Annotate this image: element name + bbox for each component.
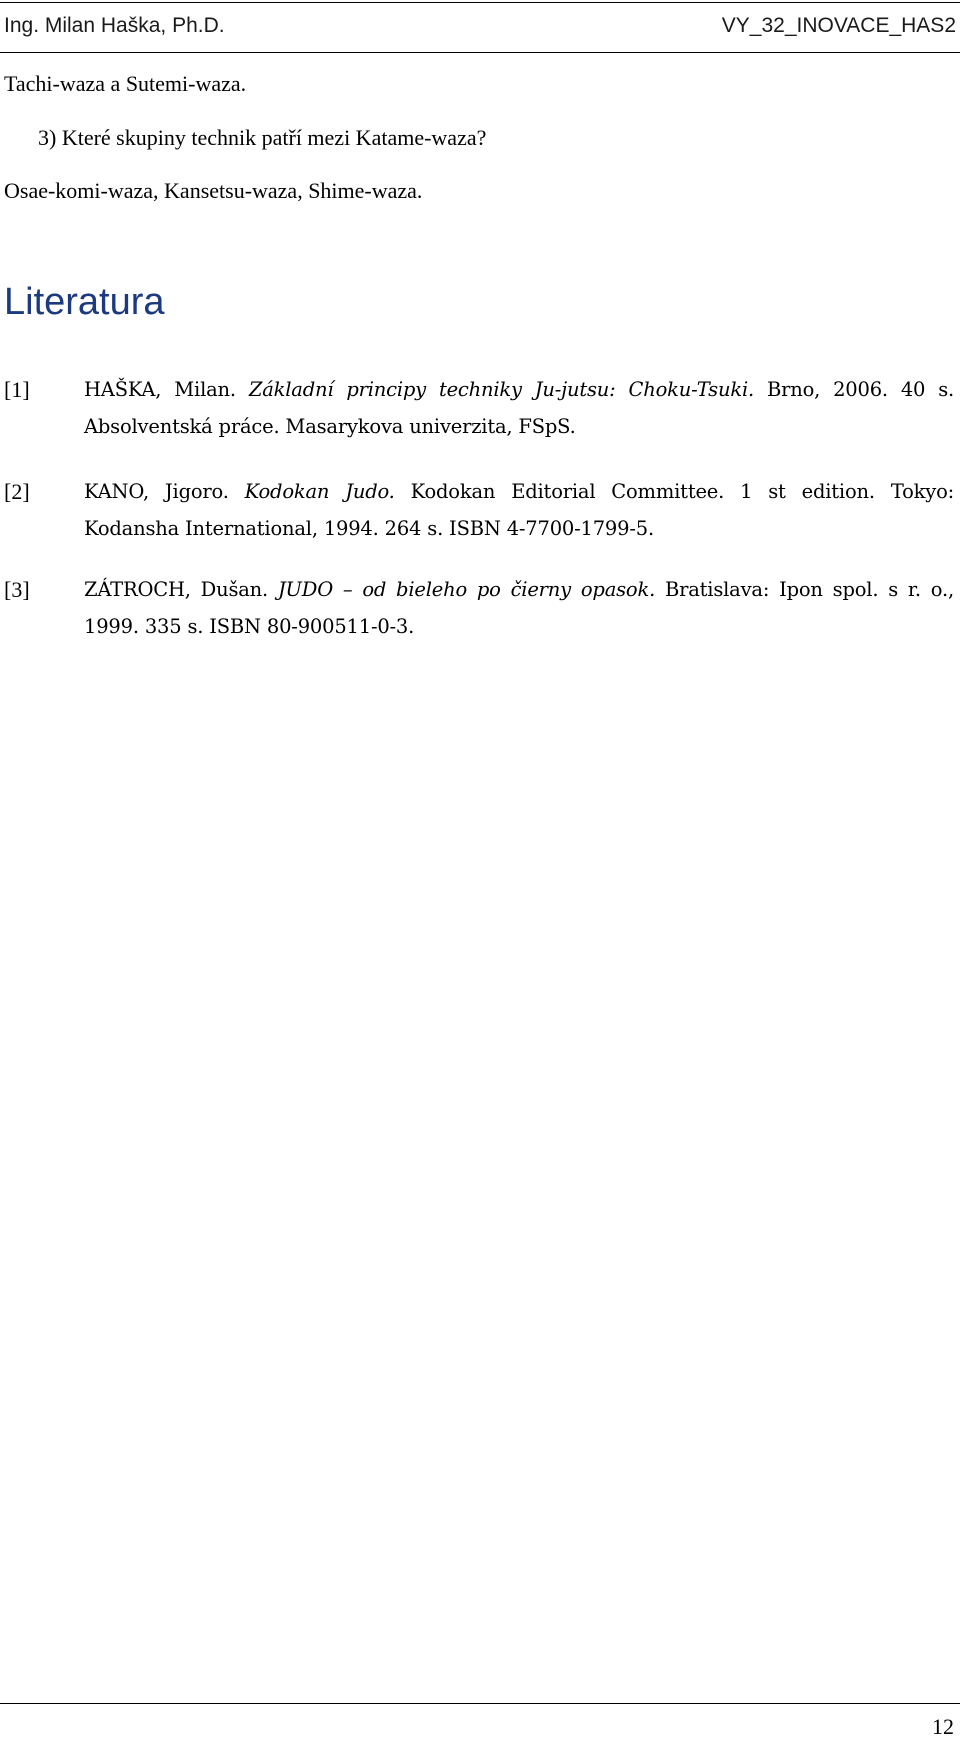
reference-details: Brno, 2006. 40 s. Absolventská práce. Masarykova univerzita, FSpS.: [84, 378, 955, 438]
section-title: Literatura: [4, 281, 165, 323]
reference-number: [2]: [4, 479, 30, 504]
reference-author: ZÁTROCH, Dušan.: [84, 578, 269, 601]
reference-author: KANO, Jigoro.: [84, 480, 229, 503]
reference-details: Bratislava: Ipon spol. s r. o., 1999. 335 s. ISBN 80-900511-0-3.: [84, 578, 954, 638]
reference-1: [4, 371, 954, 445]
answer-2: Tachi-waza a Sutemi-waza.: [4, 71, 247, 96]
question-3: 3) Které skupiny technik patří mezi Katame-waza?: [38, 125, 487, 150]
answer-3: Osae-komi-waza, Kansetsu-waza, Shime-waza.: [4, 178, 423, 203]
header-code: VY_32_INOVACE_HAS2: [721, 14, 956, 37]
header-author: Ing. Milan Haška, Ph.D.: [4, 14, 225, 37]
reference-author: HAŠKA, Milan.: [84, 378, 236, 401]
reference-title: JUDO – od bieleho po čierny opasok.: [277, 578, 656, 601]
reference-3: [4, 571, 954, 645]
header-rule: [0, 52, 960, 53]
reference-title: Základní principy techniky Ju-jutsu: Choku-Tsuki.: [248, 378, 754, 401]
reference-2: [4, 473, 954, 547]
reference-number: [1]: [4, 377, 30, 402]
page-number: 12: [932, 1714, 954, 1739]
reference-title: Kodokan Judo.: [244, 480, 395, 503]
footer-rule: [0, 1703, 960, 1704]
page-header: [4, 14, 956, 48]
reference-number: [3]: [4, 577, 30, 602]
top-rule: [0, 2, 960, 3]
reference-details: Kodokan Editorial Committee. 1 st edition. Tokyo: Kodansha International, 1994. 264 s. ISBN 4-7700-1799-5.: [84, 480, 954, 540]
